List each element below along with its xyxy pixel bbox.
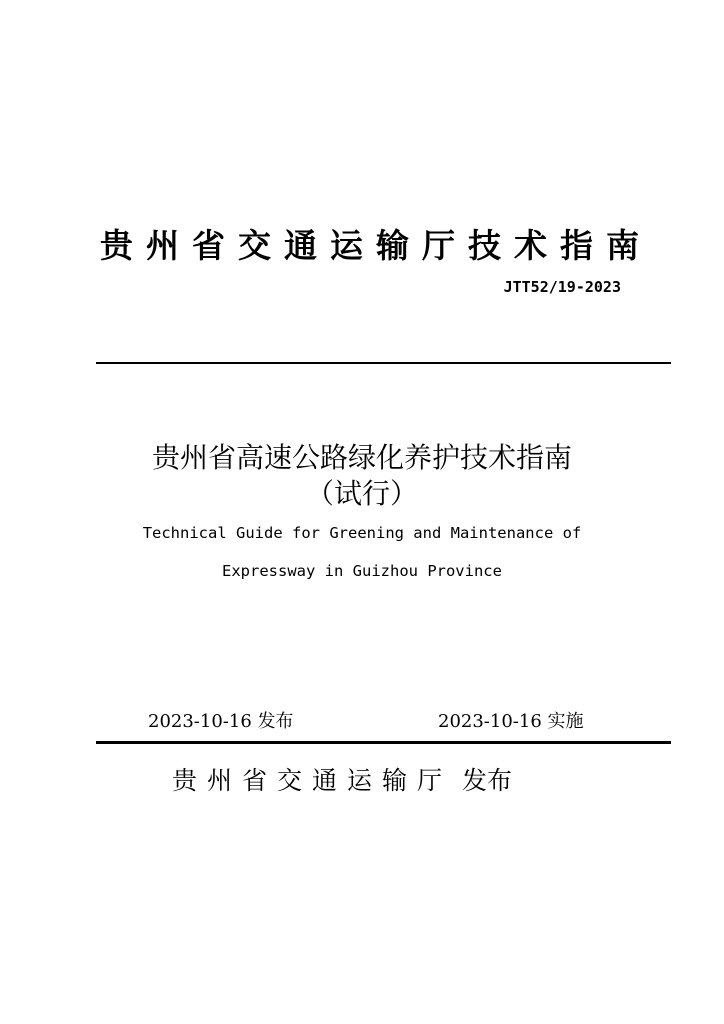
document-subtitle: （试行）: [305, 477, 418, 510]
implementation-date: 2023-10-16 实施: [438, 711, 584, 732]
english-title-line-2: Expressway in Guizhou Province: [222, 562, 502, 580]
issuing-authority: [172, 764, 512, 798]
top-divider: [96, 362, 671, 364]
bottom-divider: [96, 741, 671, 744]
issuer-name: 贵州省交通运输厅: [172, 766, 453, 795]
issuer-action: 发布: [462, 766, 513, 795]
document-title: 贵州省高速公路绿化养护技术指南: [151, 441, 572, 474]
english-title-line-1: Technical Guide for Greening and Maintenance of: [142, 524, 582, 542]
standard-code: JTT52/19-2023: [503, 278, 621, 296]
document-series-title: 贵州省交通运输厅技术指南: [100, 226, 652, 265]
publish-date: 2023-10-16 发布: [148, 711, 294, 732]
